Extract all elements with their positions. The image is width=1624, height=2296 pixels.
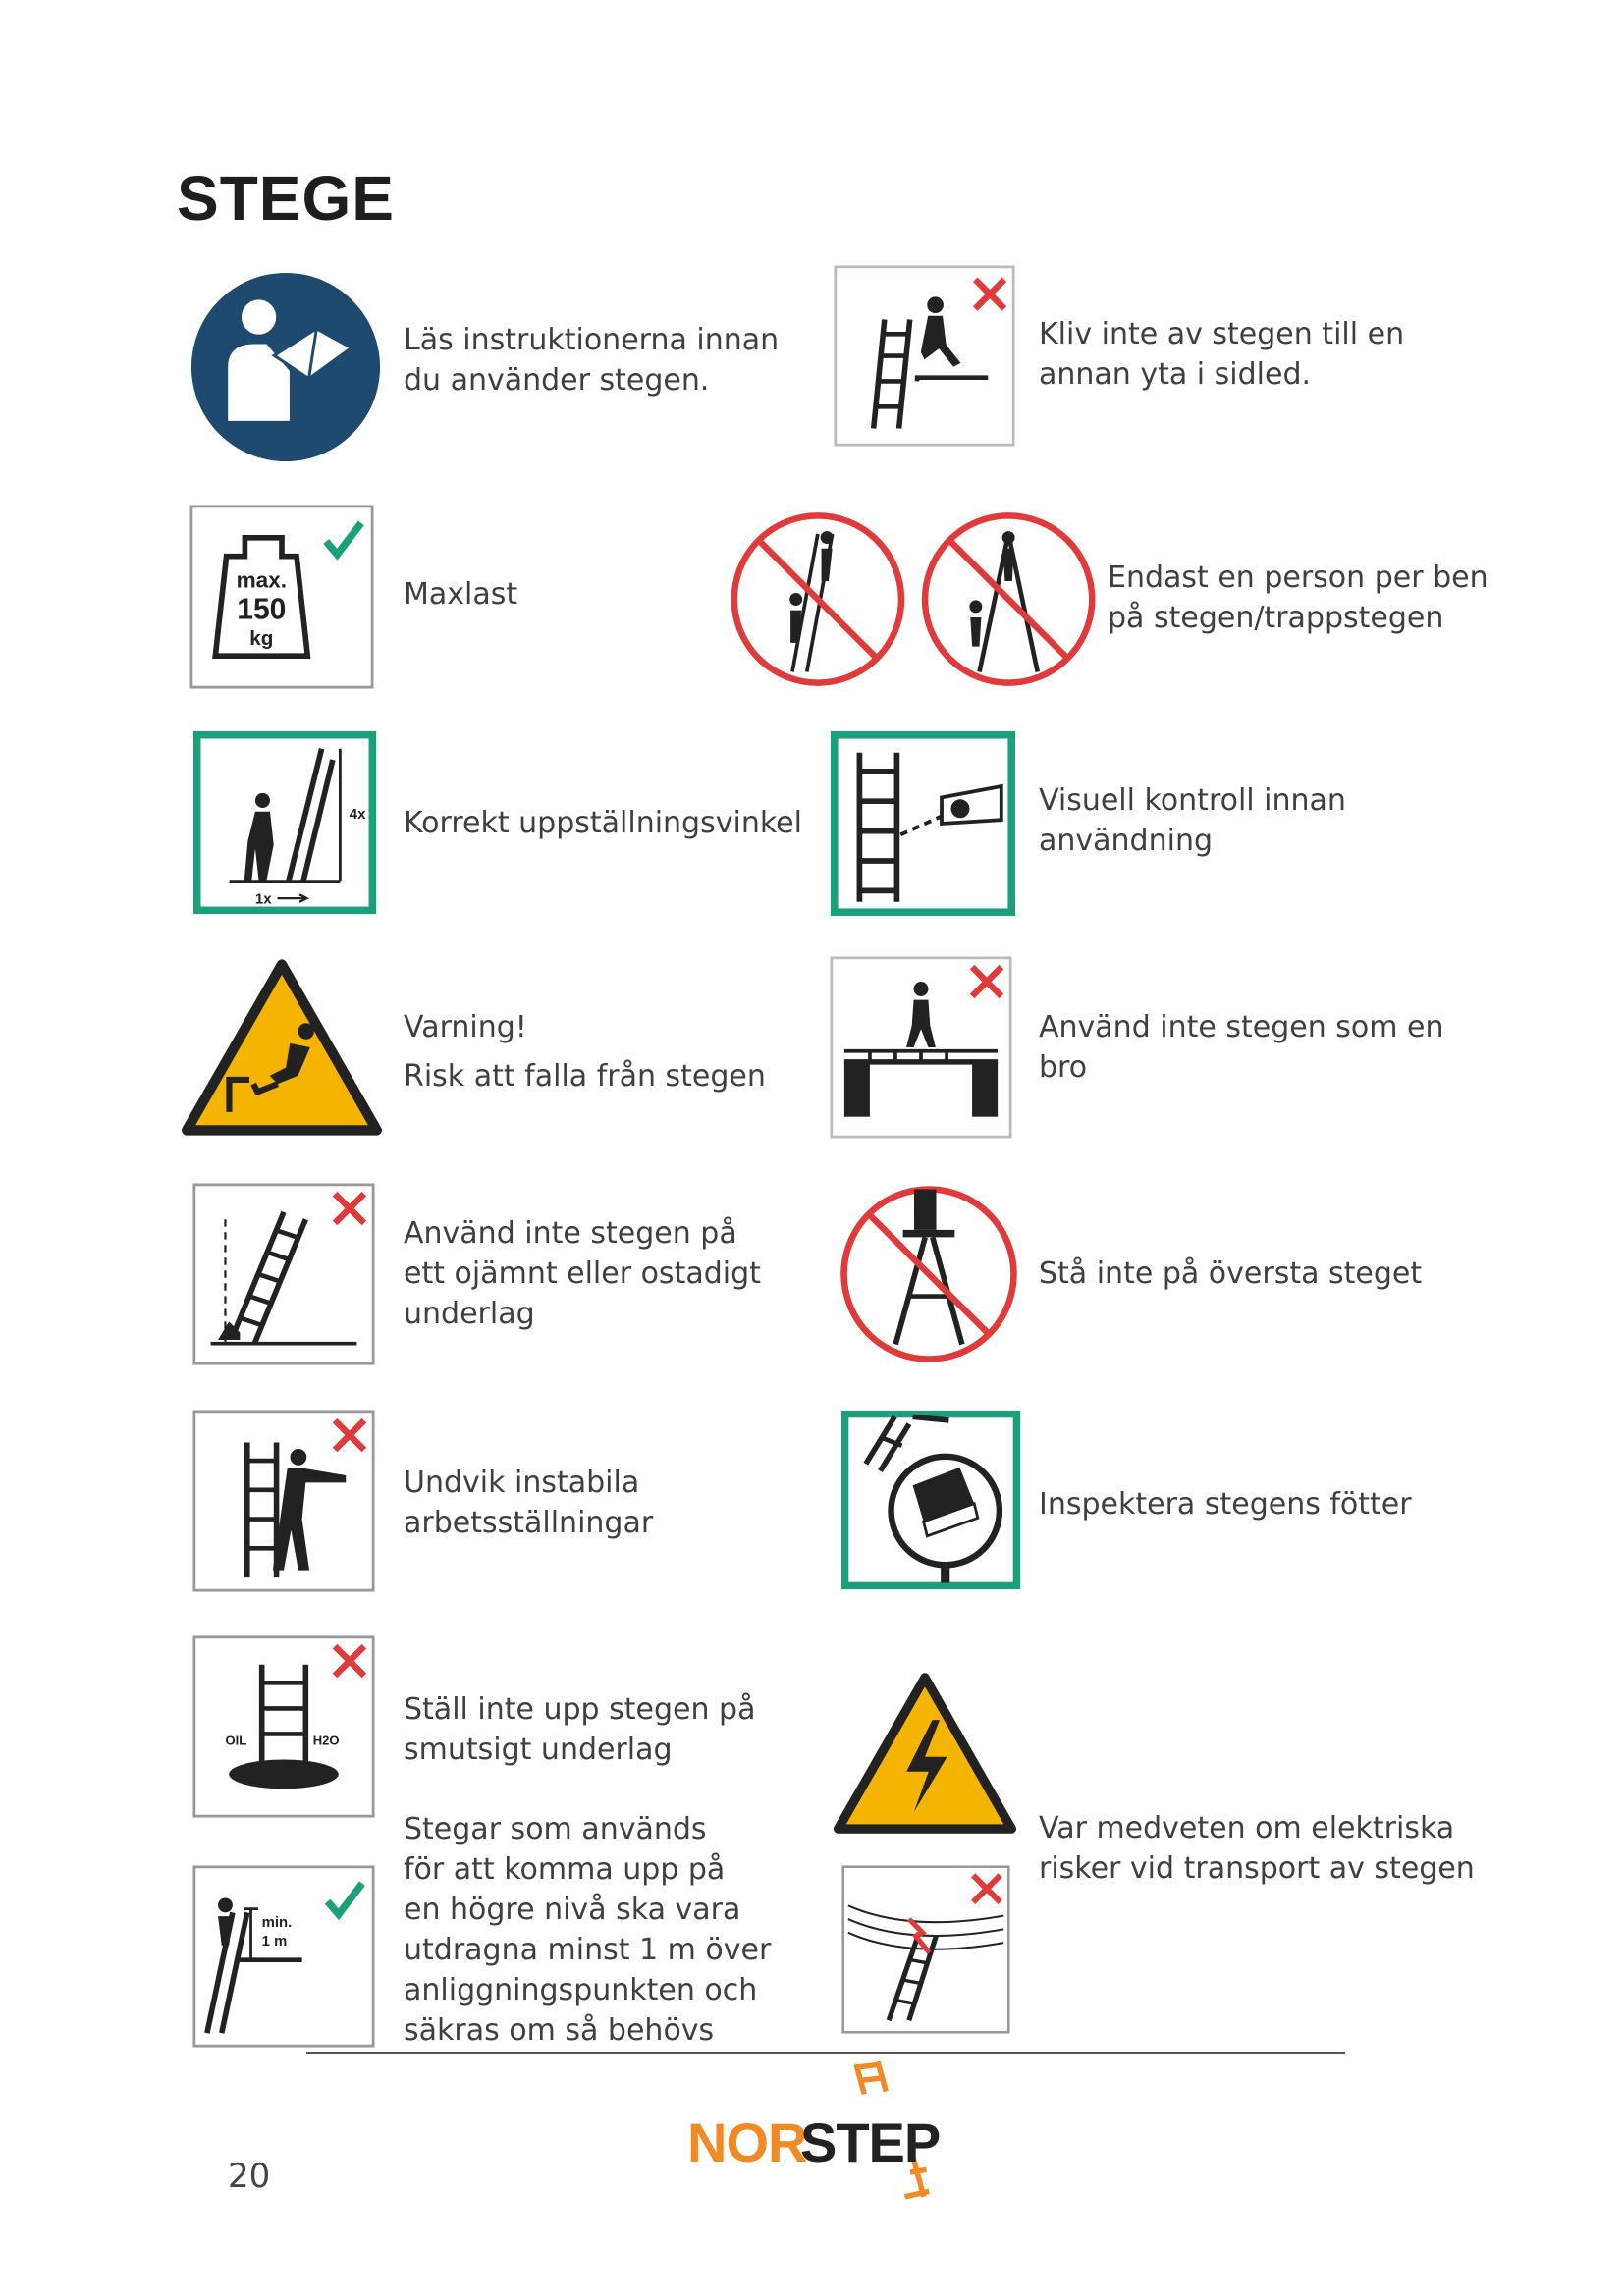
item-text-step-off: Kliv inte av stegen till en annan yta i sidled. bbox=[1039, 317, 1405, 392]
item-text-correct-angle: Korrekt uppställningsvinkel bbox=[404, 806, 802, 840]
item-text-max-load: Maxlast bbox=[404, 577, 518, 612]
water-label: H2O bbox=[312, 1733, 340, 1748]
weight-unit: kg bbox=[249, 626, 274, 650]
item-text-read-manual: Läs instruktionerna innan du använder stegen. bbox=[404, 323, 780, 398]
ratio-4x: 4x bbox=[349, 806, 366, 824]
item-text-one-person: Endast en person per ben på stegen/trappstegen bbox=[1108, 561, 1489, 635]
item-text-unstable-posture: Undvik instabila arbetsställningar bbox=[404, 1466, 654, 1540]
item-text-uneven-ground: Använd inte stegen på ett ojämnt eller ostadigt underlag bbox=[404, 1216, 761, 1331]
item-text-extend-1m: Stegar som används för att komma upp på en högre nivå ska vara utdragna minst 1 m över anliggningspunkten och säkras om så behövs bbox=[404, 1812, 772, 2048]
inspect-feet-icon bbox=[840, 1410, 1021, 1590]
footer-divider bbox=[306, 2052, 1345, 2054]
read-manual-icon bbox=[189, 271, 382, 463]
item-text-inspect-feet: Inspektera stegens fötter bbox=[1039, 1487, 1412, 1522]
logo-nor: NOR bbox=[687, 2111, 807, 2173]
uneven-ground-icon bbox=[192, 1183, 375, 1365]
min-label: min. bbox=[261, 1915, 293, 1932]
visual-inspection-icon bbox=[830, 730, 1016, 917]
item-text-no-top-step: Stå inte på översta steget bbox=[1039, 1256, 1423, 1291]
unstable-posture-icon bbox=[192, 1410, 375, 1592]
electrical-hazard-icon bbox=[833, 1672, 1017, 1835]
item-text-no-bridge: Använd inte stegen som en bro bbox=[1039, 1010, 1444, 1085]
oil-label: OIL bbox=[225, 1733, 247, 1748]
item-text-electrical: Var medveten om elektriska risker vid transport av stegen bbox=[1039, 1811, 1475, 1886]
logo-step: STEP bbox=[800, 2111, 941, 2173]
no-bridge-icon bbox=[830, 956, 1012, 1139]
correct-angle-icon bbox=[192, 730, 377, 915]
max-label: max. bbox=[236, 567, 288, 593]
page-title: STEGE bbox=[177, 163, 395, 234]
one-person-per-leg-icon bbox=[727, 508, 1100, 690]
power-line-ladder-icon bbox=[839, 1865, 1012, 2034]
slippery-surface-icon bbox=[192, 1635, 375, 1818]
one-meter-label: 1 m bbox=[261, 1933, 288, 1949]
step-off-sideways-icon bbox=[834, 265, 1015, 447]
fall-warning-icon bbox=[181, 958, 383, 1137]
extend-1m-icon bbox=[192, 1865, 375, 2048]
norstep-logo bbox=[687, 2061, 952, 2204]
item-text-fall-warning: Varning! Risk att falla från stegen bbox=[404, 1010, 766, 1094]
page-number: 20 bbox=[228, 2157, 271, 2196]
max-load-150kg-icon bbox=[189, 505, 374, 689]
weight-value: 150 bbox=[237, 593, 287, 626]
ratio-1x: 1x bbox=[254, 890, 272, 908]
item-text-visual-inspection: Visuell kontroll innan användning bbox=[1039, 783, 1346, 858]
item-text-slippery-surface: Ställ inte upp stegen på smutsigt underlag bbox=[404, 1692, 756, 1767]
no-top-step-icon bbox=[837, 1182, 1021, 1366]
